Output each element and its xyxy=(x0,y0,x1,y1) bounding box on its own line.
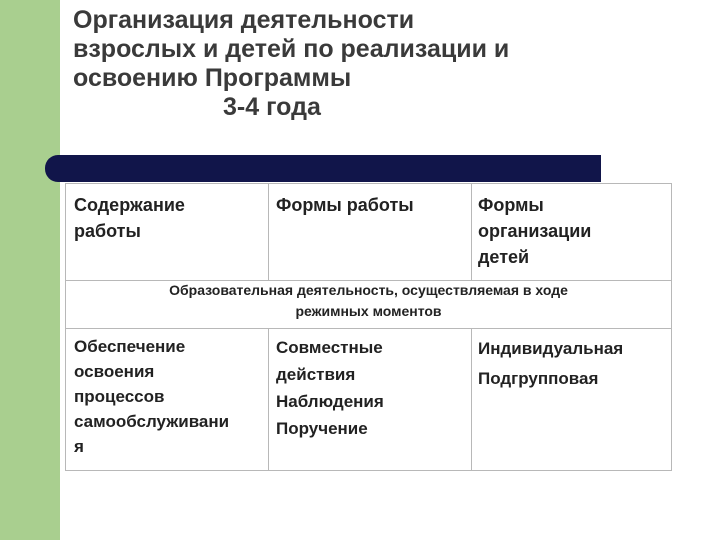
header-text: Содержание xyxy=(74,195,185,215)
title-line-4: 3-4 года xyxy=(223,93,321,121)
decorative-notch xyxy=(60,0,72,170)
header-text: работы xyxy=(74,221,141,241)
header-forms-of-work xyxy=(276,192,414,218)
header-forms-of-organization xyxy=(478,192,591,270)
header-divider-2 xyxy=(471,184,472,280)
header-divider-1 xyxy=(268,184,269,280)
header-text: Формы xyxy=(478,195,544,215)
cell-line: я xyxy=(74,437,84,456)
title-line-1: Организация деятельности xyxy=(73,6,415,34)
span-row-bottom-line xyxy=(66,328,671,329)
slide-title xyxy=(73,6,713,122)
decorative-green-band xyxy=(0,0,60,540)
title-line-2: взрослых и детей по реализации и xyxy=(73,35,510,63)
cell-line: Индивидуальная xyxy=(478,339,624,358)
cell-line: действия xyxy=(276,365,356,384)
title-divider-bar xyxy=(45,155,601,182)
body-cell-forms-of-organization xyxy=(478,334,623,394)
cell-line: процессов xyxy=(74,387,165,406)
cell-line: Наблюдения xyxy=(276,392,384,411)
span-row-text: режимных моментов xyxy=(295,303,442,319)
body-cell-forms-of-work xyxy=(276,334,384,442)
cell-line: освоения xyxy=(74,362,155,381)
span-row-educational-activity xyxy=(66,280,671,328)
body-divider-2 xyxy=(471,328,472,470)
cell-line: Совместные xyxy=(276,338,383,357)
header-text: организации xyxy=(478,221,592,241)
cell-line: Поручение xyxy=(276,419,368,438)
program-table xyxy=(65,183,672,471)
header-text: детей xyxy=(478,247,530,267)
cell-line: самообслуживани xyxy=(74,412,230,431)
title-line-3: освоению Программы xyxy=(73,64,352,92)
body-cell-content xyxy=(74,334,229,459)
cell-line: Подгрупповая xyxy=(478,369,599,388)
header-content-of-work xyxy=(74,192,185,244)
header-text: Формы работы xyxy=(276,195,414,215)
span-row-text: Образовательная деятельность, осуществляемая в ходе xyxy=(169,282,568,298)
body-divider-1 xyxy=(268,328,269,470)
cell-line: Обеспечение xyxy=(74,337,186,356)
